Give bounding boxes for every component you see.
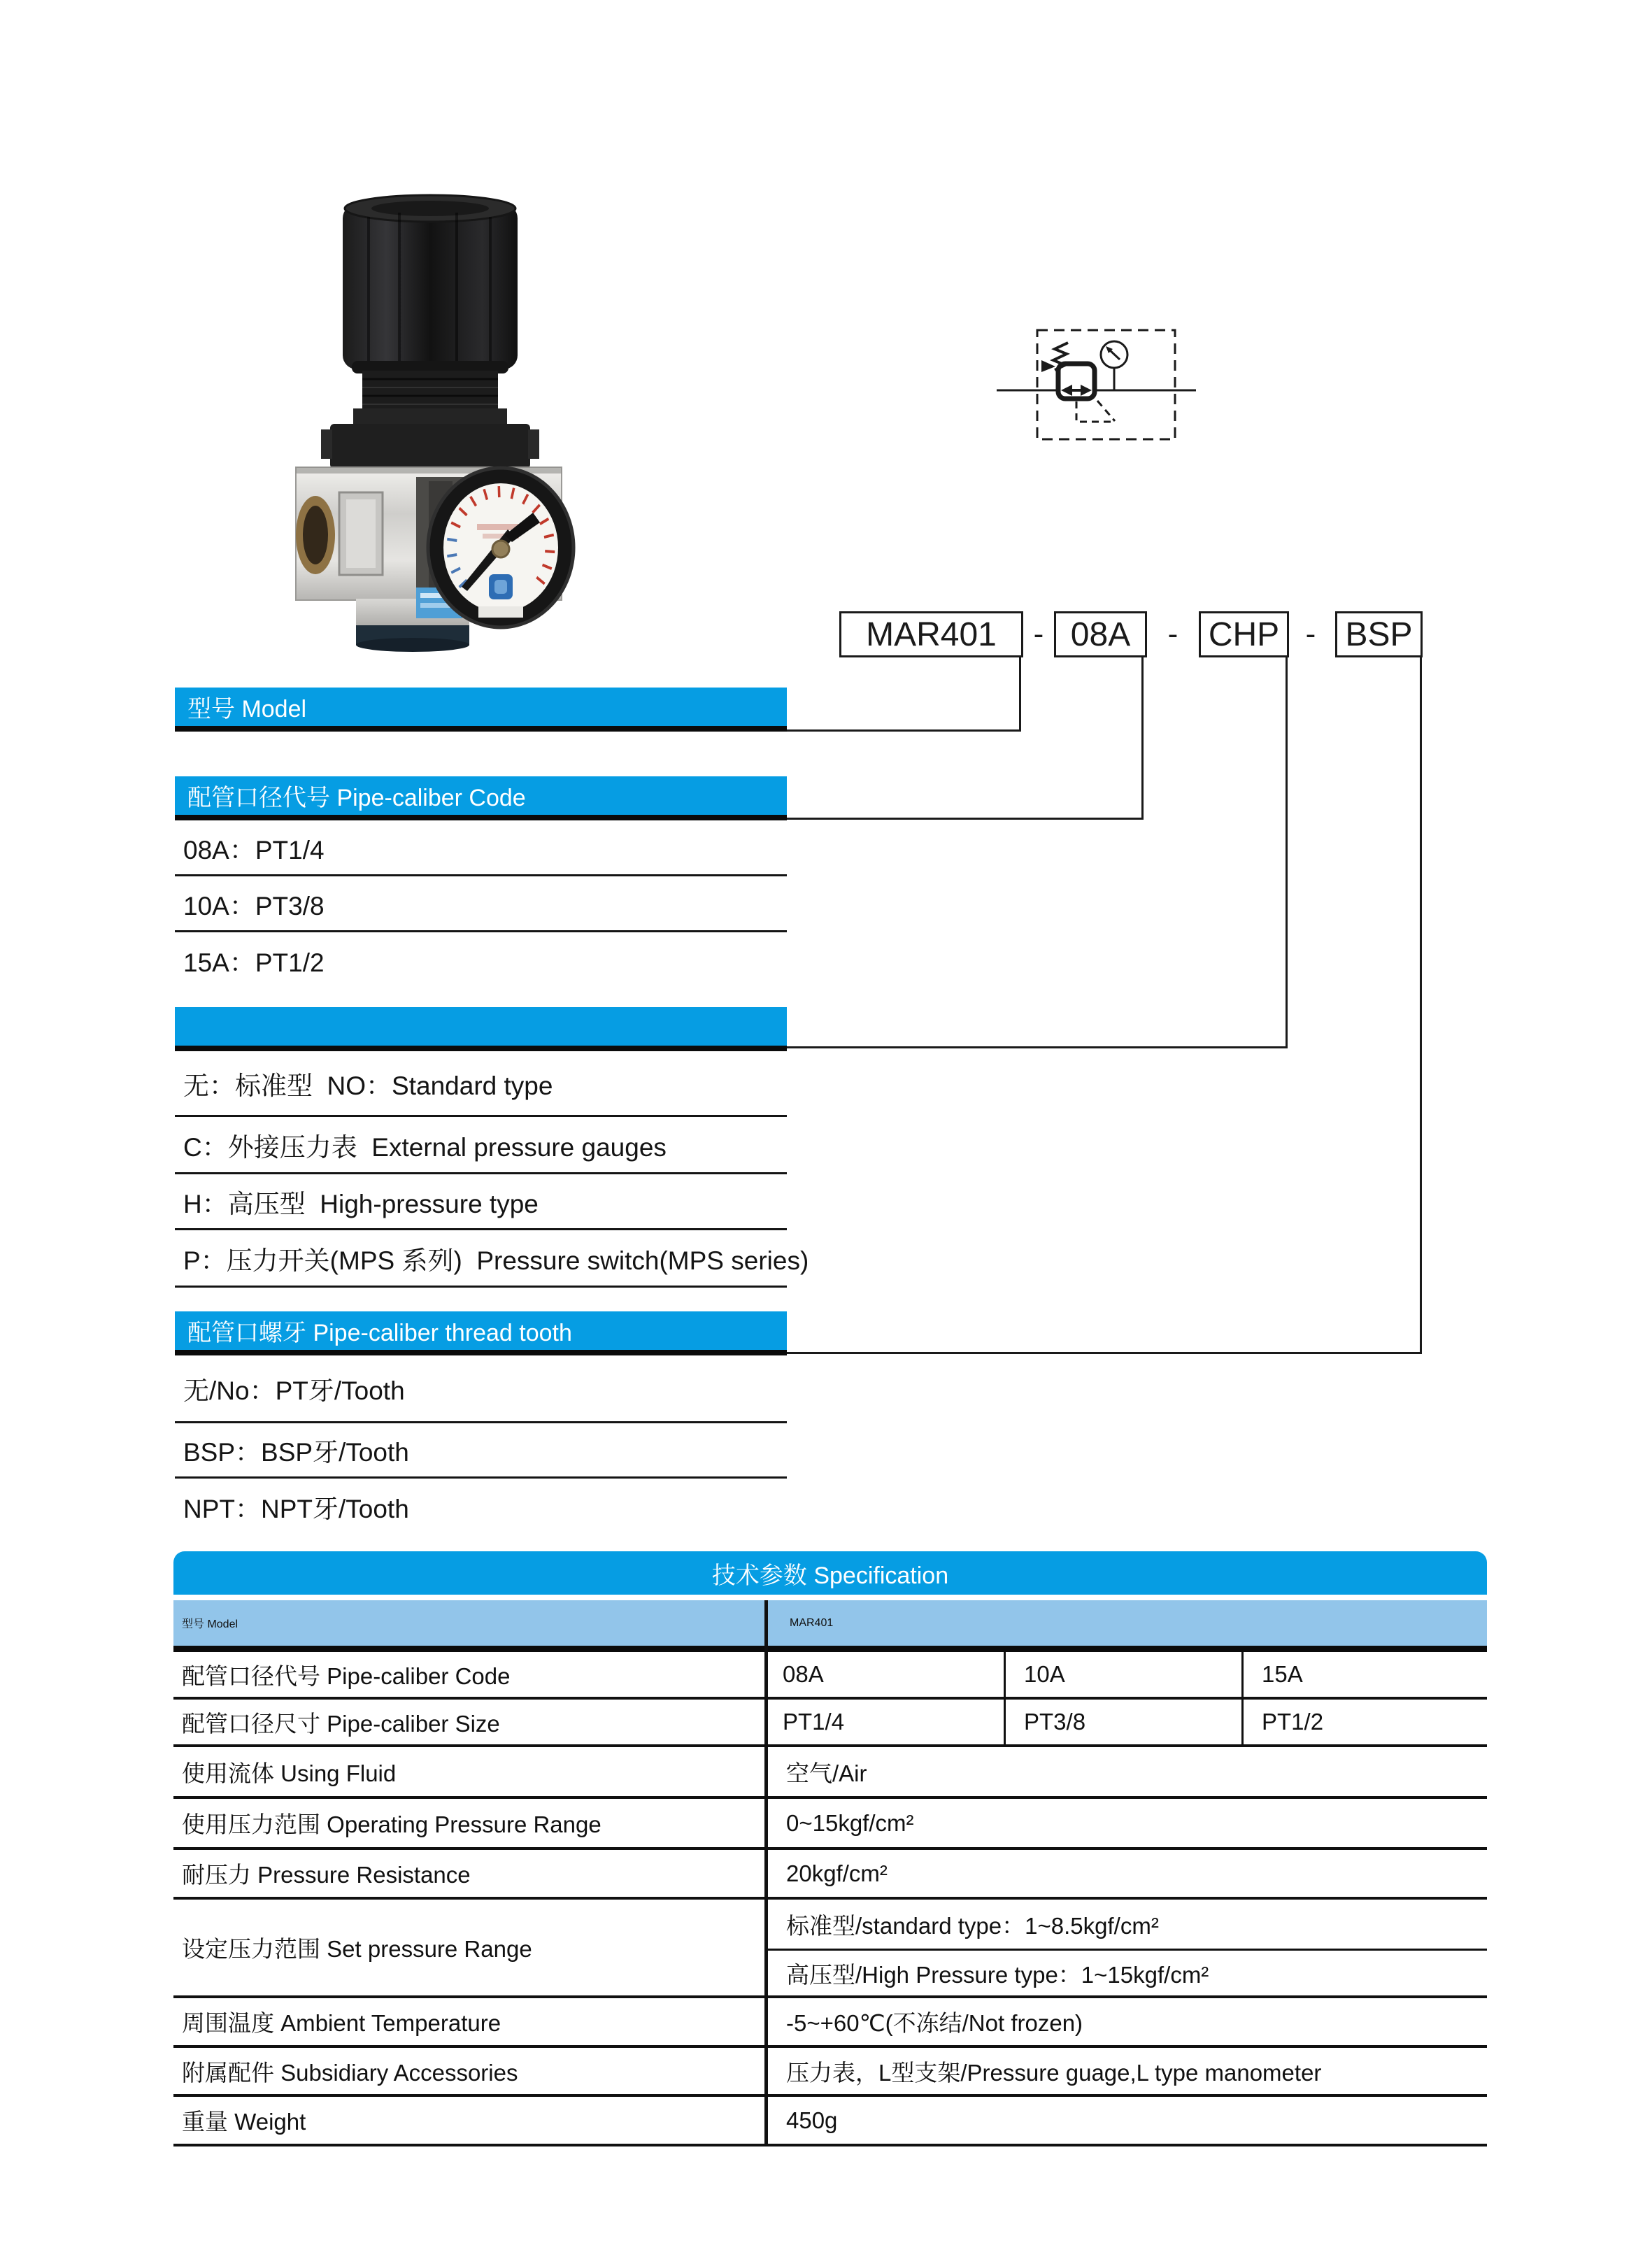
option-row (175, 1174, 787, 1230)
option-row (175, 1117, 787, 1174)
code-dash: - (1305, 617, 1316, 651)
value-text: 450g (786, 2107, 838, 2133)
label-text: 使用流体 Using Fluid (182, 1760, 397, 1786)
section-title: 型号 Model (187, 696, 307, 722)
value-text: 08A (783, 1661, 824, 1687)
model-code-option: CHP (1208, 615, 1280, 653)
value-text: PT3/8 (1024, 1709, 1086, 1735)
value-text: MAR401 (790, 1616, 834, 1629)
option-text: P：压力开关(MPS 系列) Pressure switch(MPS series) (183, 1246, 809, 1275)
bonnet-plate (330, 424, 530, 469)
section-bar-options (175, 1007, 787, 1046)
product-photo (290, 189, 598, 664)
option-row (175, 1479, 787, 1534)
option-text: 15A：PT1/2 (183, 948, 325, 977)
spec-value (764, 1600, 1487, 1646)
connector-line (1141, 657, 1144, 820)
option-text: 无/No：PT牙/Tooth (183, 1376, 405, 1405)
spec-row-operating-pressure (173, 1799, 1487, 1850)
spec-row-set-pressure (173, 1900, 1487, 1998)
value-text: PT1/2 (1262, 1709, 1324, 1735)
label-text: 耐压力 Pressure Resistance (182, 1862, 471, 1888)
spec-row-pressure-resistance (173, 1850, 1487, 1900)
option-text: 08A：PT1/4 (183, 835, 325, 864)
label-text: 配管口径尺寸 Pipe-caliber Size (182, 1710, 500, 1737)
label-text: 型号 Model (182, 1618, 238, 1630)
value-text: 压力表，L型支架/Pressure guage,L type manometer (786, 2059, 1322, 2086)
option-row (175, 932, 787, 988)
model-code-box (839, 611, 1023, 657)
regulator-valve-square (1058, 364, 1095, 399)
adjust-arrow (1041, 360, 1055, 372)
pneumatic-symbol (983, 318, 1206, 448)
spec-row-weight (173, 2097, 1487, 2146)
value-text: 0~15kgf/cm² (786, 1809, 914, 1836)
value-text: 20kgf/cm² (786, 1860, 888, 1886)
value-text: 标准型/standard type：1~8.5kgf/cm² (786, 1912, 1159, 1939)
table-divider-thick (173, 1646, 1487, 1652)
pressure-gauge (428, 468, 574, 627)
regulator-product-illustration (290, 189, 598, 664)
spec-row-pipe-size (173, 1700, 1487, 1747)
spec-row-accessories (173, 2048, 1487, 2097)
section-title: 配管口径代号 Pipe-caliber Code (187, 785, 526, 811)
option-row (175, 1423, 787, 1479)
spec-table-title (173, 1551, 1487, 1595)
spec-title-text: 技术参数 Specification (711, 1562, 949, 1589)
label-text: 附属配件 Subsidiary Accessories (182, 2059, 518, 2086)
knob-collar (362, 371, 498, 411)
option-text: 10A：PT3/8 (183, 891, 325, 920)
section-bar-thread (175, 1311, 787, 1350)
section-bar-model (175, 688, 787, 726)
spec-row-model (173, 1600, 1487, 1646)
pilot-line-dashed (1076, 401, 1116, 422)
option-row (175, 1051, 787, 1117)
thread-code-box (1335, 611, 1423, 657)
spec-row-fluid (173, 1747, 1487, 1799)
option-code-box (1199, 611, 1289, 657)
label-text: 周围温度 Ambient Temperature (182, 2010, 501, 2036)
section-bar-pipe-code (175, 776, 787, 815)
value-text: PT1/4 (783, 1709, 845, 1735)
value-text: 高压型/High Pressure type：1~15kgf/cm² (786, 1961, 1209, 1988)
code-dash: - (1033, 617, 1044, 651)
section-title: 配管口螺牙 Pipe-caliber thread tooth (187, 1320, 572, 1346)
spring-zigzag (1053, 343, 1068, 370)
section-underline (175, 1350, 787, 1355)
connector-line (1019, 657, 1021, 732)
value-text: -5~+60℃(不冻结/Not frozen) (786, 2010, 1083, 2036)
label-text: 设定压力范围 Set pressure Range (182, 1936, 532, 1962)
option-text: H：高压型 High-pressure type (183, 1189, 539, 1218)
option-text: 无：标准型 NO：Standard type (183, 1071, 553, 1100)
value-text: 10A (1024, 1661, 1065, 1687)
regulator-symbol-icon (983, 318, 1206, 448)
code-dash: - (1167, 617, 1179, 651)
spec-table (173, 1551, 1487, 2146)
model-code-pipe: 08A (1070, 615, 1131, 653)
option-text: C：外接压力表 External pressure gauges (183, 1132, 667, 1162)
model-code-model: MAR401 (866, 615, 997, 653)
connector-line (787, 818, 1144, 820)
option-text: BSP：BSP牙/Tooth (183, 1438, 409, 1467)
option-row (175, 820, 787, 876)
model-code-thread: BSP (1345, 615, 1413, 653)
option-text: NPT：NPT牙/Tooth (183, 1494, 409, 1523)
option-row (175, 1230, 809, 1288)
section-underline (175, 815, 787, 820)
value-text: 15A (1262, 1661, 1303, 1687)
connector-line (1286, 657, 1288, 1048)
spec-row-pipe-code (173, 1652, 1487, 1700)
value-text: 空气/Air (786, 1760, 867, 1786)
spec-label (173, 1600, 764, 1646)
connector-line (787, 1046, 1288, 1048)
section-underline (175, 726, 787, 732)
connector-line (1420, 657, 1422, 1354)
label-text: 配管口径代号 Pipe-caliber Code (182, 1663, 511, 1689)
spec-row-ambient-temp (173, 1998, 1487, 2048)
table-column-divider (764, 1600, 768, 2144)
label-text: 重量 Weight (182, 2109, 306, 2135)
connector-line (787, 729, 1021, 732)
connector-line (787, 1352, 1422, 1354)
section-underline (175, 1046, 787, 1051)
option-row (175, 876, 787, 932)
option-row (175, 1355, 787, 1423)
label-text: 使用压力范围 Operating Pressure Range (182, 1811, 601, 1837)
pipe-code-box (1054, 611, 1147, 657)
